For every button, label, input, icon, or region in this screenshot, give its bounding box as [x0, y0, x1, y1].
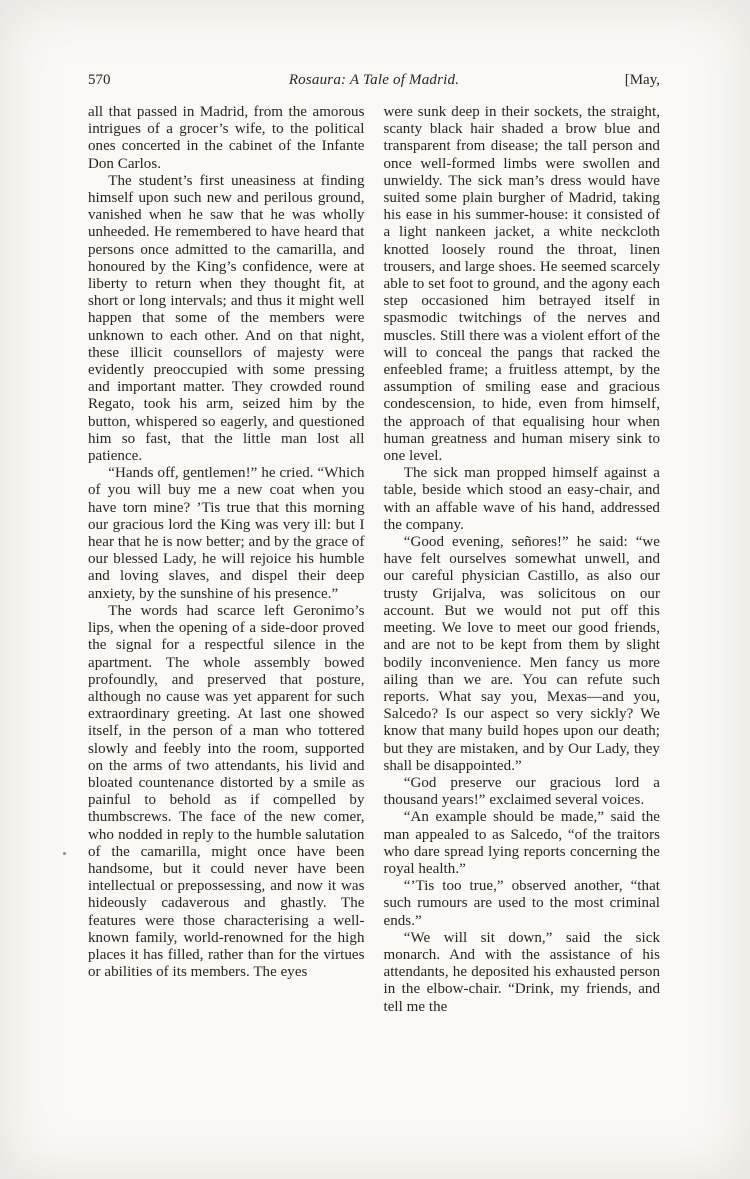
issue-label: [May,	[624, 72, 660, 88]
paragraph: “God preserve our gracious lord a thousand years!” exclaimed several voices.	[383, 774, 660, 809]
page-number: 570	[88, 72, 111, 88]
paragraph: “Hands off, gentlemen!” he cried. “Which of you will buy me a new coat when you have torn mine? ’Tis true that this morning our gracious lord the King was very ill: but I hear that he is now better; and by the grace of our blessed Lady, he will rejoice his humble and loving slaves, and dispel their deep anxiety, by the sunshine of his presence.”	[88, 465, 365, 602]
paragraph: all that passed in Madrid, from the amorous intrigues of a grocer’s wife, to the political ones concerted in the cabinet of the Infante Don Carlos.	[88, 104, 365, 172]
running-head	[88, 72, 660, 89]
paragraph: The words had scarce left Geronimo’s lips, when the opening of a side-door proved the signal for a respectful silence in the apartment. The whole assembly bowed profoundly, and preserved that posture, although no cause was yet apparent for such extraordinary greeting. At last one showed itself, in the person of a man who tottered slowly and feebly into the room, supported on the arms of two attendants, his livid and bloated countenance distorted by a smile as painful to behold as if compelled by thumbscrews. The face of the new comer, who nodded in reply to the humble salutation of the camarilla, might once have been handsome, but it could never have been intellectual or prepossessing, and now it was hideously cadaverous and ghastly. The features were those characterising a well-known family, world-renowned for the high places it has filled, rather than for the virtues or abilities of its members. The eyes	[88, 602, 365, 981]
paragraph: “Good evening, señores!” he said: “we have felt ourselves somewhat unwell, and our careful physician Castillo, as also our trusty Grijalva, was solicitous on our account. But we would not put off this meeting. We love to meet our good friends, and are not to be kept from them by slight bodily inconvenience. Men fancy us more ailing than we are. You can refute such reports. What say you, Mexas—and you, Salcedo? Is our aspect so very sickly? We know that many build hopes upon our death; but they are mistaken, and by Our Lady, they shall be disappointed.”	[383, 534, 660, 774]
running-title: Rosaura: A Tale of Madrid.	[288, 72, 460, 88]
paragraph: The sick man propped himself against a table, beside which stood an easy-chair, and with an affable wave of his hand, addressed the company.	[383, 465, 660, 533]
paragraph: “We will sit down,” said the sick monarch. And with the assistance of his attendants, he deposited his exhausted person in the elbow-chair. “Drink, my friends, and tell me the	[383, 929, 660, 1015]
right-column	[384, 104, 661, 1016]
paragraph: were sunk deep in their sockets, the straight, scanty black hair shaded a brow blue and transparent from disease; the tall person and once well-formed limbs were swollen and unwieldy. The sick man’s dress would have suited some plain burgher of Madrid, taking his ease in his summer-house: it consisted of a light nankeen jacket, a white neckcloth knotted loosely round the throat, linen trousers, and large shoes. He seemed scarcely able to set foot to ground, and the agony each step occasioned him betrayed itself in spasmodic twitchings of the nerves and muscles. Still there was a violent effort of the will to conceal the pangs that racked the enfeebled frame; a fruitless attempt, by the assumption of smiling ease and gracious condescension, to hide, even from himself, the approach of that equalising hour when human greatness and human misery sink to one level.	[383, 104, 660, 465]
paragraph: “’Tis too true,” observed another, “that such rumours are used to the most criminal ends.”	[383, 878, 660, 929]
paragraph: The student’s first uneasiness at finding himself upon such new and perilous ground, vanished when he saw that he was wholly unheeded. He remembered to have heard that persons once admitted to the camarilla, and honoured by the King’s confidence, were at liberty to return when they thought fit, at short or long intervals; and thus it might well happen that some of the members were unknown to each other. And on that night, these illicit counsellors of majesty were evidently preoccupied with some pressing and important matter. They crowded round Regato, took his arm, seized him by the button, whispered so eagerly, and questioned him so fast, that the little man lost all patience.	[88, 172, 365, 465]
paragraph: “An example should be made,” said the man appealed to as Salcedo, “of the traitors who dare spread lying reports concerning the royal health.”	[383, 809, 660, 877]
scan-artifact-speck	[63, 852, 66, 855]
left-column	[88, 104, 365, 1016]
text-columns	[88, 104, 660, 1016]
